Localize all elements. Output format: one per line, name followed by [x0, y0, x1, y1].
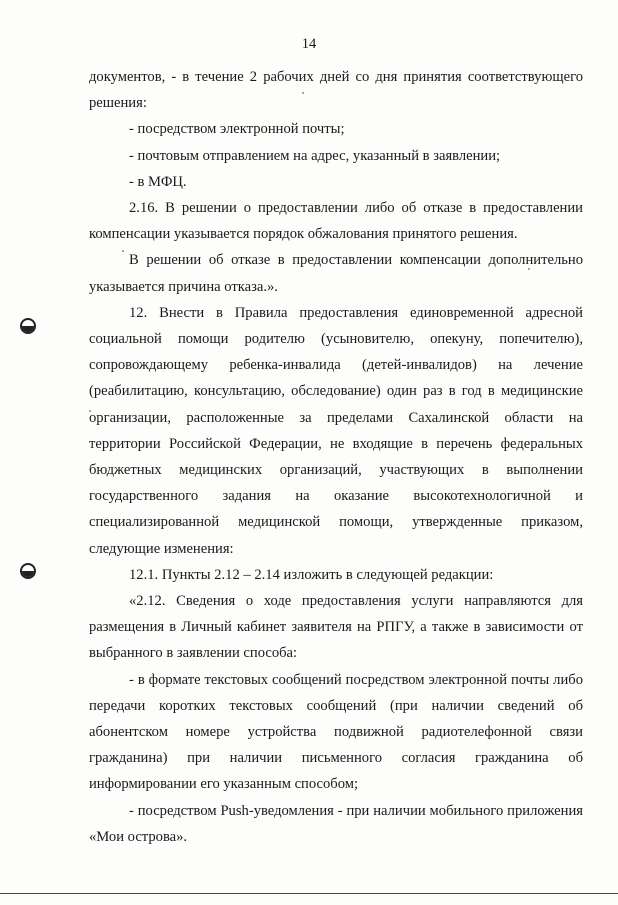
paragraph: 12. Внести в Правила предоставления единовременной адресной социальной помощи родителю (усыновителю, опекуну, попечителю), сопровождающему ребенка-инвалида (детей-инвалидов) на лечение (реабилитацию, консультацию, обследование) один раз в год в медицинские организации, расположенные за пределами Сахалинской области на территории Российской Федерации, не входящие в перечень федеральных бюджетных медицинских организаций, участвующих в выполнении государственного задания на оказание высокотехнологичной и специализированной медицинской помощи, утвержденные приказом, следующие изменения:: [89, 304, 583, 557]
punch-hole-icon: [20, 563, 36, 579]
paragraph: - в формате текстовых сообщений посредством электронной почты либо передачи коротких текстовых сообщений (при наличии сведений об абонентском номере устройства подвижной радиотелефонной связи гражданина) при наличии письменного согласия гражданина об информировании его указанным способом;: [89, 671, 583, 793]
paragraph: 2.16. В решении о предоставлении либо об отказе в предоставлении компенсации указывается порядок обжалования принятого решения.: [89, 200, 583, 243]
paragraph: «2.12. Сведения о ходе предоставления услуги направляются для размещения в Личный кабинет заявителя на РПГУ, а также в зависимости от выбранного в заявлении способа:: [89, 593, 583, 662]
page-bottom-edge: [0, 893, 618, 894]
list-item: - посредством электронной почты;: [129, 121, 345, 138]
document-body: [89, 64, 583, 850]
paragraph: 12.1. Пункты 2.12 – 2.14 изложить в следующей редакции:: [129, 566, 494, 583]
list-item: - в МФЦ.: [129, 173, 187, 190]
page-number: 14: [301, 36, 317, 52]
paragraph: - посредством Push-уведомления - при наличии мобильного приложения «Мои острова».: [89, 802, 583, 845]
punch-hole-icon: [20, 318, 36, 334]
paragraph: В решении об отказе в предоставлении компенсации дополнительно указывается причина отказа.».: [89, 252, 583, 295]
list-item: - почтовым отправлением на адрес, указанный в заявлении;: [129, 147, 501, 164]
paragraph: документов, - в течение 2 рабочих дней со дня принятия соответствующего решения:: [89, 69, 583, 112]
